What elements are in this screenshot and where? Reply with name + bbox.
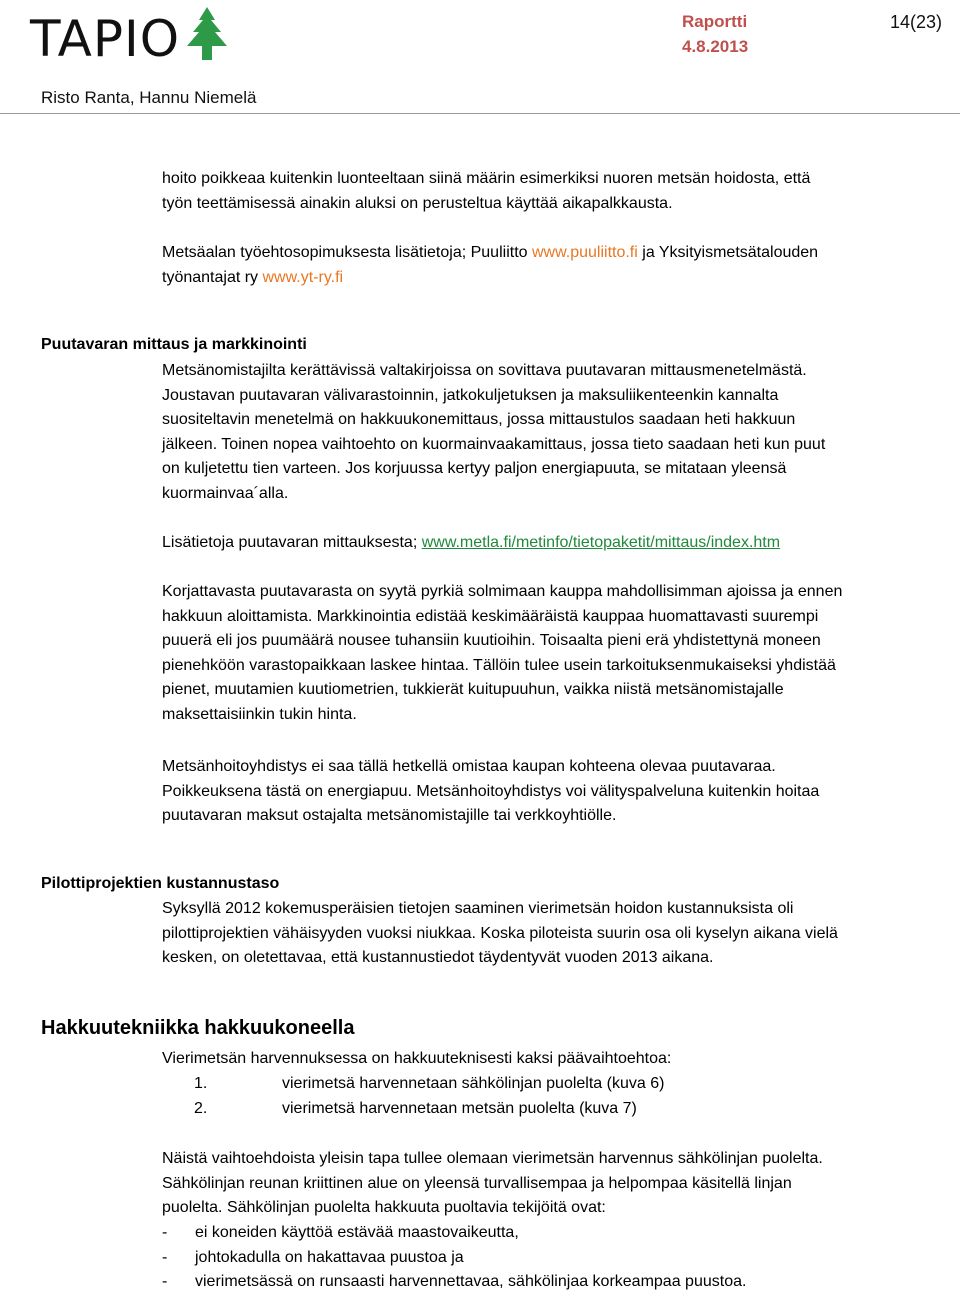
list-item: vierimetsä harvennetaan sähkölinjan puolelta (kuva 6): [282, 1075, 665, 1092]
text-line: Sähkölinjan reunan kriittinen alue on yleensä turvallisempaa ja helpompaa käsitellä linjan: [162, 1174, 792, 1192]
paragraph-mhy: [162, 755, 957, 829]
text-line: [162, 266, 957, 291]
text-line: kesken, on oletettavaa, että kustannustiedot täydentyvät vuoden 2013 aikana.: [162, 949, 714, 966]
paragraph-vaihtoehdot: Vierimetsän harvennuksessa on hakkuuteknisesti kaksi päävaihtoehtoa:: [162, 1050, 672, 1067]
text-line: Joustavan puutavaran välivarastoinnin, jatkokuljetuksen ja maksuliikenteenkin kannalta: [162, 386, 779, 404]
text-line: maksettaisiinkin tukin hinta.: [162, 705, 357, 723]
bullet-dash: -: [162, 1249, 168, 1266]
text-line: pilottiprojektien vähäisyyden vuoksi niukkaa. Koska piloteista suurin osa oli kyselyn aikana vielä: [162, 924, 838, 942]
text-line: Korjattavasta puutavarasta on syytä pyrkiä solmimaan kauppa mahdollisimman ajoissa ja ennen: [162, 583, 843, 600]
page-number: 14(23): [889, 12, 942, 32]
text-line: kuormainvaa´alla.: [162, 484, 289, 502]
text-line: Metsänomistajilta kerättävissä valtakirjoissa on sovittava puutavaran mittausmenetelmästä.: [162, 362, 807, 379]
text-line: hakkuun aloittamista. Markkinointia edistää keskimääräistä kauppaa huomattavasti suurempi: [162, 607, 819, 625]
logo-wordmark: TAPIO: [30, 10, 181, 68]
paragraph-markkinointi: [162, 580, 957, 727]
text-line: Syksyllä 2012 kokemusperäisien tietojen saaminen vierimetsän hoidon kustannuksista oli: [162, 900, 794, 917]
text-line: pienet, muutamien kuutiometrien, tukkierät kuitupuuhun, vaikka niistä metsänomistajalle: [162, 681, 784, 698]
text-line: jälkeen. Toinen nopea vaihtoehto on kuormainvaakamittaus, jossa tieto saadaan heti kun puut: [162, 435, 826, 453]
text-line: on kuljetettu tien varteen. Jos korjuussa kertyy paljon energiapuuta, se mitataan yleensä: [162, 460, 787, 477]
text-line: työn teettämisessä ainakin aluksi on perusteltua käyttää aikapalkkausta.: [162, 194, 673, 212]
text-line: Metsänhoitoyhdistys ei saa tällä hetkellä omistaa kaupan kohteena olevaa puutavaraa.: [162, 758, 776, 775]
paragraph-mittaus: [162, 359, 957, 506]
text-line: puolelta. Sähkölinjan puolelta hakkuuta puoltavia tekijöitä ovat:: [162, 1199, 606, 1216]
text-line: suositeltavin menetelmä on hakkuukonemittaus, jossa mittaustulos saadaan heti hakkuun: [162, 411, 796, 428]
bullet-item: vierimetsässä on runsaasti harvennettavaa, sähkölinjaa korkeampaa puustoa.: [195, 1273, 747, 1290]
text-line: hoito poikkeaa kuitenkin luonteeltaan siinä määrin esimerkiksi nuoren metsän hoidosta, että: [162, 170, 811, 187]
yt-ry-link[interactable]: www.yt-ry.fi: [262, 268, 344, 286]
paragraph-links: [162, 241, 957, 290]
list-number: 1.: [194, 1075, 208, 1092]
puuliitto-link[interactable]: www.puuliitto.fi: [531, 244, 638, 261]
list-number: 2.: [194, 1100, 208, 1117]
text-line: Poikkeuksena tästä on energiapuu. Metsänhoitoyhdistys voi välityspalveluna kuitenkin hoitaa: [162, 782, 820, 800]
paragraph-sahkolinja: [162, 1147, 957, 1221]
metla-link[interactable]: www.metla.fi/metinfo/tietopaketit/mittaus/index.htm: [421, 534, 781, 551]
bullet-item: johtokadulla on hakattavaa puustoa ja: [195, 1249, 464, 1266]
section-heading-mittaus: Puutavaran mittaus ja markkinointi: [41, 336, 307, 353]
bullet-dash: -: [162, 1273, 168, 1290]
text-line: puutavaran maksut ostajalta metsänomistajille tai verkkoyhtiölle.: [162, 807, 617, 824]
authors: Risto Ranta, Hannu Niemelä: [41, 88, 257, 107]
report-date: 4.8.2013: [682, 37, 749, 56]
bullet-dash: -: [162, 1224, 168, 1241]
list-item: vierimetsä harvennetaan metsän puolelta (kuva 7): [282, 1100, 637, 1117]
bullet-item: ei koneiden käyttöä estävää maastovaikeutta,: [195, 1224, 519, 1241]
text-span: työnantajat ry: [162, 268, 263, 286]
text-span: Lisätietoja puutavaran mittauksesta;: [162, 534, 422, 551]
report-label: Raportti: [682, 12, 748, 31]
paragraph-kustannus: [162, 897, 957, 971]
text-line: Näistä vaihtoehdoista yleisin tapa tullee olemaan vierimetsän harvennus sähkölinjan puolelta.: [162, 1150, 823, 1167]
paragraph-intro: [162, 167, 957, 216]
text-line: [162, 241, 957, 266]
section-heading-kustannus: Pilottiprojektien kustannustaso: [41, 875, 280, 892]
header-divider: [0, 113, 960, 114]
text-line: puuerä eli jos puumäärä nousee tuhansiin kuutioihin. Toisaalta pieni erä yhdistettynä moneen: [162, 632, 821, 649]
text-span: ja Yksityismetsätalouden: [637, 244, 819, 261]
text-line: pienehköön varastopaikkaan laskee hintaa. Tällöin tulee usein tarkoituksenmukaiseksi yhdistää: [162, 656, 836, 674]
text-span: Metsäalan työehtosopimuksesta lisätietoja; Puuliitto: [162, 244, 532, 261]
spruce-tree-icon: [182, 6, 232, 62]
paragraph-mittaus-link: [162, 531, 957, 556]
section-heading-hakkuutekniikka: Hakkuutekniikka hakkuukoneella: [41, 1017, 355, 1039]
